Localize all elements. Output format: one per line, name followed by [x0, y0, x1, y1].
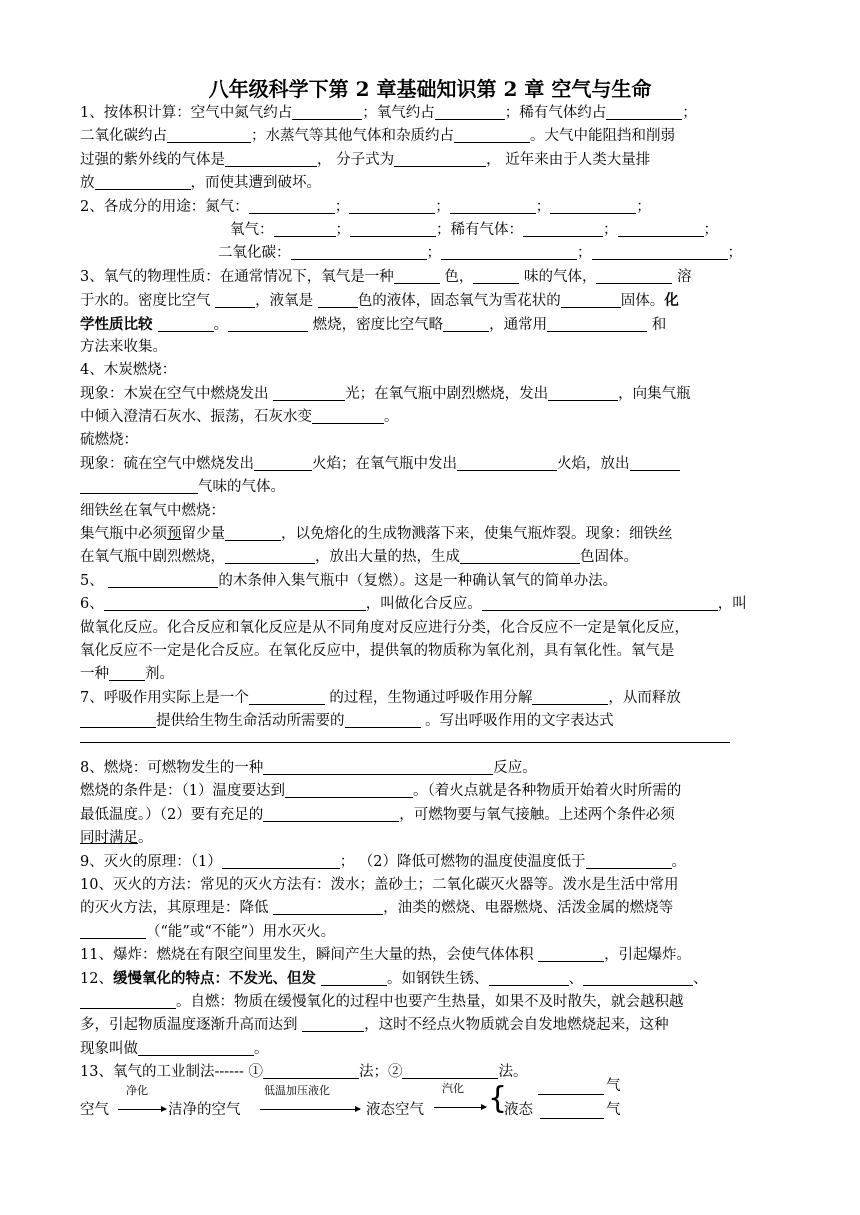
q3-line4: 方法来收集。: [80, 338, 167, 355]
q3-line3: 学性质比较 。 燃烧，密度比空气略 ，通常用 和: [80, 315, 667, 333]
flow-blank-1: [538, 1078, 604, 1095]
q6-line1: 6、 ，叫做化合反应。 ，叫: [80, 596, 747, 613]
flow-gas-2: 气: [606, 1102, 621, 1118]
flow-blank-2: [540, 1102, 604, 1119]
oxygen-production-flow: [80, 1068, 780, 1128]
q2-line2: 氧气： ； ；稀有气体： ； ；: [230, 221, 718, 238]
q12-line1: 12、缓慢氧化的特点：不发光、但发 。如钢铁生锈、 、 、: [80, 970, 708, 988]
q8-line2: 燃烧的条件是：（1）温度要达到 。（着火点就是各种物质开始着火时所需的: [80, 783, 682, 800]
q4-line2: 现象：木炭在空气中燃烧发出 光；在氧气瓶中剧烈燃烧，发出 ，向集气瓶: [80, 385, 691, 402]
flow-arrow-3: [434, 1107, 486, 1108]
q2-line3: 二氧化碳： ； ； ；: [218, 245, 742, 262]
flow-brace: {: [488, 1081, 508, 1116]
page-title: 八年级科学下第 2 章基础知识第 2 章 空气与生命: [208, 77, 652, 101]
flow-air: 空气: [80, 1102, 109, 1118]
q4-line3: 中倾入澄清石灰水、振荡，石灰水变 。: [80, 409, 399, 426]
flow-vaporize-label: 汽化: [442, 1082, 464, 1095]
q7-line1: 7、呼吸作用实际上是一个 的过程，生物通过呼吸作用分解 ，从而释放: [80, 689, 681, 706]
q7-line2: 提供给生物生命活动所需要的 。写出呼吸作用的文字表达式: [80, 710, 780, 733]
q8-line1: 8、燃烧：可燃物发生的一种 反应。: [80, 759, 537, 776]
q10-line2: 的灭火方法，其原理是：降低 ，油类的燃烧、电器燃烧、活泼金属的燃烧等: [80, 900, 674, 917]
flow-arrow-1: [118, 1109, 166, 1110]
flow-liquefy-label: 低温加压液化: [264, 1084, 330, 1097]
q1-line3: 过强的紫外线的气体是 ， 分子式为 ， 近年来由于人类大量排: [80, 151, 651, 168]
q13-line: 13、氧气的工业制法------ ① 法；② 法。: [80, 1064, 528, 1081]
q12-line2: 。自燃：物质在缓慢氧化的过程中也要产生热量，如果不及时散失，就会越积越: [80, 991, 780, 1014]
worksheet-body: [80, 102, 780, 1084]
q10-line3: （“能”或“不能”）用水灭火。: [80, 921, 780, 944]
flow-clean-air: 洁净的空气: [168, 1102, 241, 1118]
q1-line1: 1、按体积计算：空气中氮气约占 ；氧气约占 ；稀有气体约占 ；: [80, 105, 697, 121]
q3-line2: 于水的。密度比空气 ，液氧是 色的液体，固态氧气为雪花状的 固体。化: [80, 292, 679, 310]
q6-line3: 氧化反应不一定是化合反应。在氧化反应中，提供氧的物质称为氧化剂，具有氧化性。氧气是: [80, 642, 675, 659]
q4-iron-line2: 在氧气瓶中剧烈燃烧， ，放出大量的热，生成 色固体。: [80, 549, 638, 566]
q2-line1: 2、各成分的用途：氮气： ； ； ； ；: [80, 198, 651, 215]
q4-sulfur-head: 硫燃烧：: [80, 432, 138, 449]
q6-line2: 做氧化反应。化合反应和氧化反应是从不同角度对反应进行分类，化合反应不一定是氧化反应，: [80, 619, 689, 636]
q3-line1: 3、氧气的物理性质：在通常情况下，氧气是一种 色， 味的气体， 溶: [80, 268, 692, 285]
q7-answer-line: [80, 734, 780, 757]
q4-sulfur-line1: 现象：硫在空气中燃烧发出 火焰；在氧气瓶中发出 火焰，放出: [80, 453, 780, 476]
flow-gas-1: 气: [606, 1078, 621, 1094]
q9-line: 9、灭火的原理：（1） ； （2）降低可燃物的温度使温度低于 。: [80, 853, 687, 870]
q1-line4: 放 ，而使其遭到破坏。: [80, 175, 321, 192]
flow-arrow-2: [260, 1109, 360, 1110]
q10-line1: 10、灭火的方法：常见的灭火方法有：泼水；盖砂土；二氧化碳灭火器等。泼水是生活中常用: [80, 876, 679, 893]
q12-line3: 多，引起物质温度逐渐升高而达到 ，这时不经点火物质就会自发地燃烧起来，这种: [80, 1017, 669, 1034]
flow-liquid: 液态: [504, 1102, 533, 1118]
q12-line4: 现象叫做 。: [80, 1040, 269, 1057]
q5-line: 5、 的木条伸入集气瓶中（复燃）。这是一种确认氧气的简单办法。: [80, 572, 618, 589]
q6-line4: 一种 剂。: [80, 666, 174, 683]
q4-iron-line1: 集气瓶中必须预留少量 ，以免熔化的生成物溅落下来，使集气瓶炸裂。现象：细铁丝: [80, 526, 673, 543]
q4-line1: 4、木炭燃烧：: [80, 362, 177, 379]
q1-line2: 二氧化碳约占 ；水蒸气等其他气体和杂质约占 。大气中能阻挡和削弱: [80, 128, 675, 145]
flow-purify-label: 净化: [126, 1084, 148, 1097]
q8-line3: 最低温度。）（2）要有充足的 ，可燃物要与氧气接触。上述两个条件必须: [80, 806, 675, 823]
flow-liquid-air: 液态空气: [366, 1102, 424, 1118]
q8-line4: 同时满足。: [80, 830, 153, 847]
q4-sulfur-line2: 气味的气体。: [80, 476, 780, 499]
q11-line: 11、爆炸：燃烧在有限空间里发生，瞬间产生大量的热，会使气体体积 ，引起爆炸。: [80, 947, 692, 964]
q4-iron-head: 细铁丝在氧气中燃烧：: [80, 502, 225, 519]
